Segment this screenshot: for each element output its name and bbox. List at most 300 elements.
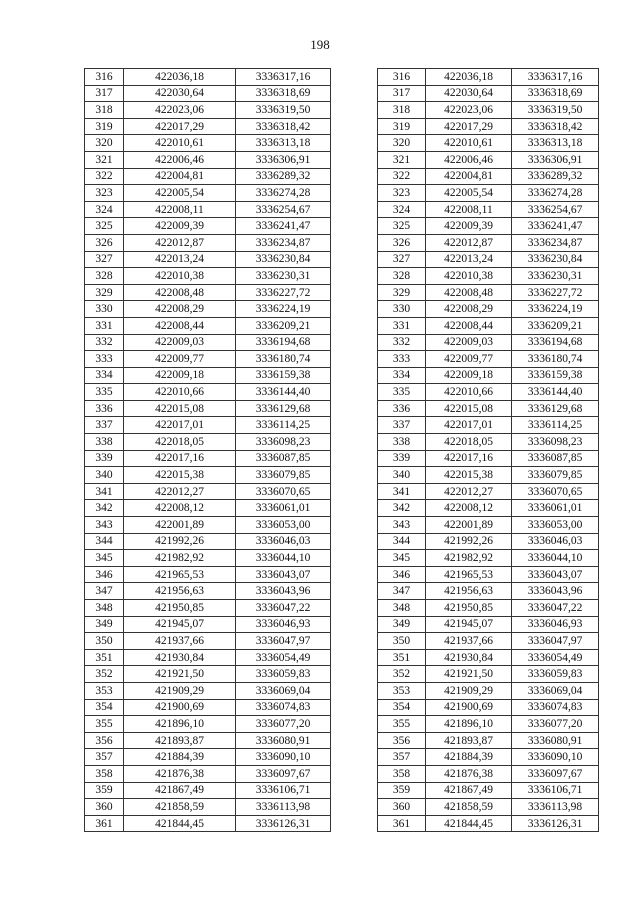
table-row: [85, 218, 331, 235]
x-coordinate-cell: 422036,18: [124, 69, 236, 86]
y-coordinate-cell: 3336274,28: [236, 185, 331, 202]
point-number-cell: 321: [378, 151, 426, 168]
table-row: [378, 765, 599, 782]
point-number-cell: 351: [85, 649, 124, 666]
table-row: [378, 716, 599, 733]
x-coordinate-cell: 422009,18: [124, 367, 236, 384]
point-number-cell: 332: [378, 334, 426, 351]
x-coordinate-cell: 422018,05: [426, 434, 512, 451]
point-number-cell: 331: [85, 317, 124, 334]
y-coordinate-cell: 3336053,00: [512, 517, 599, 534]
x-coordinate-cell: 421909,29: [426, 682, 512, 699]
point-number-cell: 327: [85, 251, 124, 268]
point-number-cell: 352: [85, 666, 124, 683]
y-coordinate-cell: 3336043,96: [512, 583, 599, 600]
table-row: [378, 583, 599, 600]
table-row: [85, 600, 331, 617]
x-coordinate-cell: 422023,06: [124, 102, 236, 119]
x-coordinate-cell: 422009,03: [124, 334, 236, 351]
table-row: [85, 118, 331, 135]
table-row: [85, 799, 331, 816]
y-coordinate-cell: 3336053,00: [236, 517, 331, 534]
y-coordinate-cell: 3336209,21: [236, 317, 331, 334]
table-row: [85, 749, 331, 766]
x-coordinate-cell: 421950,85: [124, 600, 236, 617]
y-coordinate-cell: 3336097,67: [236, 765, 331, 782]
x-coordinate-cell: 421956,63: [426, 583, 512, 600]
y-coordinate-cell: 3336047,97: [236, 633, 331, 650]
table-row: [378, 351, 599, 368]
table-row: [378, 517, 599, 534]
x-coordinate-cell: 421937,66: [426, 633, 512, 650]
x-coordinate-cell: 421858,59: [124, 799, 236, 816]
x-coordinate-cell: 422010,38: [426, 268, 512, 285]
table-row: [85, 135, 331, 152]
x-coordinate-cell: 421937,66: [124, 633, 236, 650]
table-row: [378, 384, 599, 401]
y-coordinate-cell: 3336043,96: [236, 583, 331, 600]
x-coordinate-cell: 422004,81: [124, 168, 236, 185]
table-row: [85, 400, 331, 417]
point-number-cell: 321: [85, 151, 124, 168]
point-number-cell: 356: [85, 732, 124, 749]
table-row: [85, 334, 331, 351]
y-coordinate-cell: 3336306,91: [236, 151, 331, 168]
x-coordinate-cell: 422005,54: [426, 185, 512, 202]
y-coordinate-cell: 3336074,83: [236, 699, 331, 716]
point-number-cell: 340: [85, 467, 124, 484]
point-number-cell: 334: [378, 367, 426, 384]
point-number-cell: 341: [85, 483, 124, 500]
point-number-cell: 336: [85, 400, 124, 417]
y-coordinate-cell: 3336289,32: [236, 168, 331, 185]
table-row: [85, 765, 331, 782]
x-coordinate-cell: 421896,10: [124, 716, 236, 733]
table-row: [378, 666, 599, 683]
x-coordinate-cell: 422001,89: [124, 517, 236, 534]
y-coordinate-cell: 3336080,91: [236, 732, 331, 749]
x-coordinate-cell: 421945,07: [124, 616, 236, 633]
x-coordinate-cell: 422030,64: [124, 85, 236, 102]
point-number-cell: 319: [85, 118, 124, 135]
table-row: [85, 500, 331, 517]
table-row: [85, 384, 331, 401]
y-coordinate-cell: 3336087,85: [236, 450, 331, 467]
y-coordinate-cell: 3336318,42: [512, 118, 599, 135]
y-coordinate-cell: 3336241,47: [236, 218, 331, 235]
x-coordinate-cell: 422009,77: [124, 351, 236, 368]
point-number-cell: 361: [378, 815, 426, 832]
point-number-cell: 347: [378, 583, 426, 600]
point-number-cell: 320: [378, 135, 426, 152]
table-row: [378, 69, 599, 86]
point-number-cell: 318: [378, 102, 426, 119]
y-coordinate-cell: 3336044,10: [512, 550, 599, 567]
table-row: [378, 616, 599, 633]
y-coordinate-cell: 3336209,21: [512, 317, 599, 334]
point-number-cell: 361: [85, 815, 124, 832]
point-number-cell: 331: [378, 317, 426, 334]
x-coordinate-cell: 422013,24: [124, 251, 236, 268]
point-number-cell: 349: [85, 616, 124, 633]
x-coordinate-cell: 421893,87: [426, 732, 512, 749]
x-coordinate-cell: 421956,63: [124, 583, 236, 600]
table-row: [85, 234, 331, 251]
table-row: [378, 649, 599, 666]
table-row: [85, 151, 331, 168]
x-coordinate-cell: 422017,01: [426, 417, 512, 434]
x-coordinate-cell: 422017,16: [124, 450, 236, 467]
y-coordinate-cell: 3336113,98: [236, 799, 331, 816]
x-coordinate-cell: 422012,87: [426, 234, 512, 251]
point-number-cell: 340: [378, 467, 426, 484]
y-coordinate-cell: 3336090,10: [236, 749, 331, 766]
x-coordinate-cell: 422017,01: [124, 417, 236, 434]
table-row: [378, 168, 599, 185]
y-coordinate-cell: 3336043,07: [512, 566, 599, 583]
point-number-cell: 325: [85, 218, 124, 235]
y-coordinate-cell: 3336227,72: [512, 284, 599, 301]
y-coordinate-cell: 3336114,25: [512, 417, 599, 434]
point-number-cell: 353: [85, 682, 124, 699]
y-coordinate-cell: 3336194,68: [236, 334, 331, 351]
table-row: [378, 633, 599, 650]
point-number-cell: 330: [85, 301, 124, 318]
table-row: [85, 566, 331, 583]
x-coordinate-cell: 422018,05: [124, 434, 236, 451]
point-number-cell: 344: [378, 533, 426, 550]
table-row: [85, 69, 331, 86]
point-number-cell: 338: [378, 434, 426, 451]
x-coordinate-cell: 421844,45: [124, 815, 236, 832]
point-number-cell: 326: [378, 234, 426, 251]
x-coordinate-cell: 421921,50: [124, 666, 236, 683]
table-row: [378, 467, 599, 484]
point-number-cell: 327: [378, 251, 426, 268]
x-coordinate-cell: 422008,44: [426, 317, 512, 334]
x-coordinate-cell: 422015,08: [426, 400, 512, 417]
table-row: [85, 649, 331, 666]
table-row: [378, 400, 599, 417]
point-number-cell: 332: [85, 334, 124, 351]
y-coordinate-cell: 3336319,50: [512, 102, 599, 119]
point-number-cell: 350: [85, 633, 124, 650]
y-coordinate-cell: 3336047,97: [512, 633, 599, 650]
y-coordinate-cell: 3336069,04: [236, 682, 331, 699]
y-coordinate-cell: 3336077,20: [236, 716, 331, 733]
y-coordinate-cell: 3336126,31: [236, 815, 331, 832]
y-coordinate-cell: 3336059,83: [512, 666, 599, 683]
x-coordinate-cell: 422008,44: [124, 317, 236, 334]
x-coordinate-cell: 421965,53: [124, 566, 236, 583]
table-row: [378, 234, 599, 251]
point-number-cell: 333: [378, 351, 426, 368]
y-coordinate-cell: 3336069,04: [512, 682, 599, 699]
y-coordinate-cell: 3336129,68: [512, 400, 599, 417]
x-coordinate-cell: 421982,92: [426, 550, 512, 567]
point-number-cell: 359: [378, 782, 426, 799]
x-coordinate-cell: 422008,11: [124, 201, 236, 218]
x-coordinate-cell: 421930,84: [124, 649, 236, 666]
x-coordinate-cell: 422008,48: [124, 284, 236, 301]
x-coordinate-cell: 422010,66: [426, 384, 512, 401]
point-number-cell: 360: [85, 799, 124, 816]
y-coordinate-cell: 3336079,85: [512, 467, 599, 484]
table-row: [378, 301, 599, 318]
x-coordinate-cell: 422015,38: [426, 467, 512, 484]
y-coordinate-cell: 3336234,87: [512, 234, 599, 251]
y-coordinate-cell: 3336318,42: [236, 118, 331, 135]
x-coordinate-cell: 422009,18: [426, 367, 512, 384]
y-coordinate-cell: 3336180,74: [512, 351, 599, 368]
x-coordinate-cell: 422012,87: [124, 234, 236, 251]
table-row: [378, 218, 599, 235]
table-row: [85, 815, 331, 832]
y-coordinate-cell: 3336230,84: [236, 251, 331, 268]
table-row: [85, 434, 331, 451]
x-coordinate-cell: 422008,12: [426, 500, 512, 517]
point-number-cell: 341: [378, 483, 426, 500]
y-coordinate-cell: 3336241,47: [512, 218, 599, 235]
point-number-cell: 329: [85, 284, 124, 301]
y-coordinate-cell: 3336289,32: [512, 168, 599, 185]
table-row: [378, 782, 599, 799]
x-coordinate-cell: 421965,53: [426, 566, 512, 583]
point-number-cell: 333: [85, 351, 124, 368]
point-number-cell: 328: [85, 268, 124, 285]
y-coordinate-cell: 3336318,69: [512, 85, 599, 102]
page-number: 198: [310, 37, 330, 52]
point-number-cell: 323: [378, 185, 426, 202]
point-number-cell: 339: [378, 450, 426, 467]
x-coordinate-cell: 421884,39: [426, 749, 512, 766]
y-coordinate-cell: 3336313,18: [512, 135, 599, 152]
x-coordinate-cell: 422017,29: [426, 118, 512, 135]
y-coordinate-cell: 3336044,10: [236, 550, 331, 567]
y-coordinate-cell: 3336144,40: [512, 384, 599, 401]
x-coordinate-cell: 422023,06: [426, 102, 512, 119]
y-coordinate-cell: 3336318,69: [236, 85, 331, 102]
point-number-cell: 322: [85, 168, 124, 185]
table-row: [85, 517, 331, 534]
table-row: [85, 699, 331, 716]
table-row: [378, 135, 599, 152]
point-number-cell: 350: [378, 633, 426, 650]
x-coordinate-cell: 421867,49: [124, 782, 236, 799]
table-row: [85, 550, 331, 567]
x-coordinate-cell: 422005,54: [124, 185, 236, 202]
y-coordinate-cell: 3336159,38: [236, 367, 331, 384]
y-coordinate-cell: 3336230,31: [236, 268, 331, 285]
x-coordinate-cell: 421930,84: [426, 649, 512, 666]
table-row: [85, 483, 331, 500]
x-coordinate-cell: 421945,07: [426, 616, 512, 633]
point-number-cell: 317: [378, 85, 426, 102]
y-coordinate-cell: 3336079,85: [236, 467, 331, 484]
y-coordinate-cell: 3336254,67: [512, 201, 599, 218]
table-row: [85, 201, 331, 218]
point-number-cell: 348: [85, 600, 124, 617]
y-coordinate-cell: 3336129,68: [236, 400, 331, 417]
table-row: [85, 732, 331, 749]
point-number-cell: 360: [378, 799, 426, 816]
x-coordinate-cell: 422015,38: [124, 467, 236, 484]
table-row: [378, 317, 599, 334]
x-coordinate-cell: 421893,87: [124, 732, 236, 749]
table-row: [378, 450, 599, 467]
y-coordinate-cell: 3336317,16: [512, 69, 599, 86]
table-row: [378, 151, 599, 168]
x-coordinate-cell: 422004,81: [426, 168, 512, 185]
y-coordinate-cell: 3336046,03: [236, 533, 331, 550]
table-row: [85, 168, 331, 185]
x-coordinate-cell: 422008,12: [124, 500, 236, 517]
x-coordinate-cell: 422008,29: [426, 301, 512, 318]
x-coordinate-cell: 422009,03: [426, 334, 512, 351]
y-coordinate-cell: 3336224,19: [512, 301, 599, 318]
table-row: [378, 251, 599, 268]
y-coordinate-cell: 3336098,23: [512, 434, 599, 451]
y-coordinate-cell: 3336114,25: [236, 417, 331, 434]
x-coordinate-cell: 422006,46: [426, 151, 512, 168]
point-number-cell: 354: [378, 699, 426, 716]
table-row: [378, 500, 599, 517]
table-row: [378, 799, 599, 816]
x-coordinate-cell: 422001,89: [426, 517, 512, 534]
table-row: [378, 550, 599, 567]
table-row: [85, 301, 331, 318]
point-number-cell: 343: [85, 517, 124, 534]
table-row: [378, 533, 599, 550]
point-number-cell: 326: [85, 234, 124, 251]
x-coordinate-cell: 422009,39: [124, 218, 236, 235]
point-number-cell: 336: [378, 400, 426, 417]
y-coordinate-cell: 3336230,31: [512, 268, 599, 285]
x-coordinate-cell: 422008,11: [426, 201, 512, 218]
y-coordinate-cell: 3336061,01: [236, 500, 331, 517]
point-number-cell: 353: [378, 682, 426, 699]
x-coordinate-cell: 422036,18: [426, 69, 512, 86]
y-coordinate-cell: 3336080,91: [512, 732, 599, 749]
x-coordinate-cell: 422009,39: [426, 218, 512, 235]
x-coordinate-cell: 422017,29: [124, 118, 236, 135]
point-number-cell: 358: [378, 765, 426, 782]
point-number-cell: 357: [378, 749, 426, 766]
table-row: [378, 600, 599, 617]
x-coordinate-cell: 422015,08: [124, 400, 236, 417]
y-coordinate-cell: 3336106,71: [236, 782, 331, 799]
y-coordinate-cell: 3336046,93: [236, 616, 331, 633]
y-coordinate-cell: 3336054,49: [236, 649, 331, 666]
table-row: [378, 483, 599, 500]
point-number-cell: 335: [85, 384, 124, 401]
table-row: [378, 118, 599, 135]
x-coordinate-cell: 421992,26: [426, 533, 512, 550]
y-coordinate-cell: 3336254,67: [236, 201, 331, 218]
point-number-cell: 342: [378, 500, 426, 517]
table-row: [85, 317, 331, 334]
point-number-cell: 342: [85, 500, 124, 517]
table-row: [85, 616, 331, 633]
y-coordinate-cell: 3336097,67: [512, 765, 599, 782]
point-number-cell: 349: [378, 616, 426, 633]
y-coordinate-cell: 3336230,84: [512, 251, 599, 268]
point-number-cell: 352: [378, 666, 426, 683]
y-coordinate-cell: 3336126,31: [512, 815, 599, 832]
y-coordinate-cell: 3336070,65: [236, 483, 331, 500]
table-row: [378, 417, 599, 434]
point-number-cell: 346: [378, 566, 426, 583]
x-coordinate-cell: 421992,26: [124, 533, 236, 550]
point-number-cell: 355: [85, 716, 124, 733]
y-coordinate-cell: 3336059,83: [236, 666, 331, 683]
table-row: [85, 351, 331, 368]
point-number-cell: 330: [378, 301, 426, 318]
table-row: [378, 85, 599, 102]
table-row: [85, 367, 331, 384]
x-coordinate-cell: 421858,59: [426, 799, 512, 816]
y-coordinate-cell: 3336224,19: [236, 301, 331, 318]
y-coordinate-cell: 3336070,65: [512, 483, 599, 500]
x-coordinate-cell: 421884,39: [124, 749, 236, 766]
y-coordinate-cell: 3336274,28: [512, 185, 599, 202]
point-number-cell: 316: [85, 69, 124, 86]
point-number-cell: 345: [85, 550, 124, 567]
x-coordinate-cell: 422030,64: [426, 85, 512, 102]
point-number-cell: 324: [85, 201, 124, 218]
point-number-cell: 343: [378, 517, 426, 534]
point-number-cell: 325: [378, 218, 426, 235]
x-coordinate-cell: 421867,49: [426, 782, 512, 799]
x-coordinate-cell: 421844,45: [426, 815, 512, 832]
table-row: [378, 815, 599, 832]
point-number-cell: 356: [378, 732, 426, 749]
point-number-cell: 351: [378, 649, 426, 666]
point-number-cell: 329: [378, 284, 426, 301]
y-coordinate-cell: 3336194,68: [512, 334, 599, 351]
x-coordinate-cell: 421900,69: [426, 699, 512, 716]
y-coordinate-cell: 3336077,20: [512, 716, 599, 733]
y-coordinate-cell: 3336074,83: [512, 699, 599, 716]
y-coordinate-cell: 3336046,93: [512, 616, 599, 633]
point-number-cell: 334: [85, 367, 124, 384]
table-row: [85, 583, 331, 600]
point-number-cell: 316: [378, 69, 426, 86]
x-coordinate-cell: 422006,46: [124, 151, 236, 168]
x-coordinate-cell: 422012,27: [426, 483, 512, 500]
y-coordinate-cell: 3336047,22: [236, 600, 331, 617]
x-coordinate-cell: 422008,29: [124, 301, 236, 318]
point-number-cell: 335: [378, 384, 426, 401]
y-coordinate-cell: 3336227,72: [236, 284, 331, 301]
point-number-cell: 324: [378, 201, 426, 218]
y-coordinate-cell: 3336054,49: [512, 649, 599, 666]
y-coordinate-cell: 3336319,50: [236, 102, 331, 119]
x-coordinate-cell: 422012,27: [124, 483, 236, 500]
y-coordinate-cell: 3336144,40: [236, 384, 331, 401]
table-row: [378, 434, 599, 451]
table-row: [85, 185, 331, 202]
y-coordinate-cell: 3336317,16: [236, 69, 331, 86]
point-number-cell: 347: [85, 583, 124, 600]
table-row: [85, 251, 331, 268]
table-row: [85, 716, 331, 733]
point-number-cell: 318: [85, 102, 124, 119]
point-number-cell: 345: [378, 550, 426, 567]
y-coordinate-cell: 3336061,01: [512, 500, 599, 517]
table-row: [85, 682, 331, 699]
table-row: [85, 417, 331, 434]
